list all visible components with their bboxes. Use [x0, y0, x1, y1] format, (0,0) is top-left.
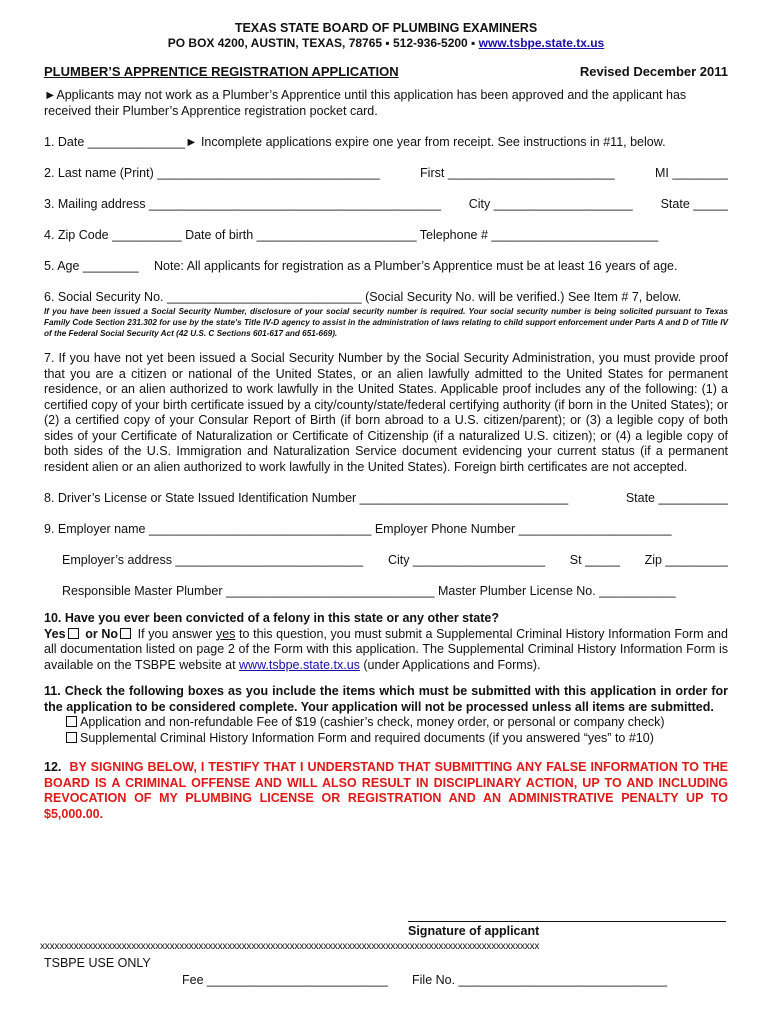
website-link[interactable]: www.tsbpe.state.tx.us: [478, 36, 605, 50]
office-separator: xxxxxxxxxxxxxxxxxxxxxxxxxxxxxxxxxxxxxxxxxxxxxxxxxxxxxxxxxxxxxxxxxxxxxxxxxxxxxxxxxxxxxxxxxxxxxxxxxxxxxxxx: [40, 941, 540, 952]
checklist-item-fee: [64, 715, 728, 731]
no-checkbox[interactable]: [120, 628, 131, 639]
drivers-license-field[interactable]: 8. Driver’s License or State Issued Identification Number ______________________________: [44, 491, 569, 505]
fee-item-label: Application and non-refundable Fee of $19 (cashier’s check, money order, or personal or company check): [80, 715, 665, 729]
tsbpe-website-link[interactable]: www.tsbpe.state.tx.us: [239, 657, 360, 672]
yes-checkbox[interactable]: [68, 628, 79, 639]
no-label: No: [101, 626, 119, 641]
mailing-address-field[interactable]: 3. Mailing address __________________________________________: [44, 197, 441, 211]
felony-question: 10. Have you ever been convicted of a felony in this state or any other state?: [44, 611, 499, 625]
employer-address-row: [62, 552, 728, 568]
application-page: [44, 20, 728, 822]
first-name-field[interactable]: First ________________________: [420, 166, 615, 180]
name-row: [44, 165, 728, 181]
fee-checkbox[interactable]: [66, 716, 77, 727]
employer-row[interactable]: 9. Employer name ________________________________ Employer Phone Number ______________________: [44, 522, 672, 536]
employer-city-field[interactable]: City ___________________: [387, 553, 546, 567]
master-plumber-row[interactable]: Responsible Master Plumber ______________________________ Master Plumber License No. ___________: [62, 584, 676, 598]
office-use-label: TSBPE USE ONLY: [44, 956, 151, 970]
yes-label: Yes: [44, 626, 66, 641]
ssn-disclosure-note: If you have been issued a Social Security Number, disclosure of your social security number is required. Your social security number is being solicited pursuant to Texas Family Code Section 231.302 for use by the state's Title IV-D agency to assist in the administration of laws relating to child support enforcement under Parts A and D of Title IV of the Federal Social Security Act (42 U.S. C Sections 601-617 and 651-669).: [44, 307, 728, 338]
license-row: [44, 490, 728, 506]
middle-initial-field[interactable]: MI ________: [655, 166, 728, 180]
felony-instructions-b: to this question, you must submit a Supplemental Criminal History Information Form and all documentation listed on page 2 of the Form with this application. The Supplemental Criminal History Information Form is available on the TSBPE website at: [44, 626, 728, 672]
title-row: [44, 64, 728, 79]
attestation-statement: [44, 760, 728, 822]
ssn-field[interactable]: 6. Social Security No. ____________________________ (Social Security No. will be verified.) See Item # 7, below.: [44, 290, 682, 304]
checklist-heading: 11. Check the following boxes as you include the items which must be submitted with this application in order for the application to be considered complete. Your application will not be processed unless all items are submitted.: [44, 684, 728, 714]
address-row: [44, 196, 728, 212]
attestation-text: BY SIGNING BELOW, I TESTIFY THAT I UNDERSTAND THAT SUBMITTING ANY FALSE INFORMATION TO THE BOARD IS A CRIMINAL OFFENSE AND WILL ALSO RESULT IN DISCIPLINARY ACTION, UP TO AND INCLUDING REVOCATION OF MY PLUMBING LICENSE OR REGISTRATION AND AN ADMINISTRATIVE PENALTY UP TO $5,000.00.: [44, 760, 728, 821]
felony-instructions-a: If you answer: [137, 626, 216, 641]
signature-line[interactable]: [408, 921, 726, 922]
criminal-history-item-label: Supplemental Criminal History Information Form and required documents (if you answered “yes” to #10): [80, 730, 654, 745]
age-row: [44, 258, 728, 274]
checklist-item-criminal-history: [64, 731, 728, 747]
city-field[interactable]: City ____________________: [468, 197, 633, 211]
last-name-field[interactable]: 2. Last name (Print) ________________________________: [44, 166, 380, 180]
state-field[interactable]: State _____: [660, 197, 728, 211]
approval-notice: ►Applicants may not work as a Plumber’s Apprentice until this application has been approved and the applicant has received their Plumber’s Apprentice registration pocket card.: [44, 88, 687, 118]
criminal-history-checkbox[interactable]: [66, 732, 77, 743]
felony-answer-block: [44, 627, 728, 674]
age-field[interactable]: 5. Age ________: [44, 259, 139, 273]
employer-zip-field[interactable]: Zip _________: [644, 553, 728, 567]
signature-label: Signature of applicant: [408, 924, 540, 938]
age-note: Note: All applicants for registration as a Plumber’s Apprentice must be at least 16 years of age.: [154, 259, 678, 273]
attestation-number: 12.: [44, 760, 62, 774]
revised-date: Revised December 2011: [579, 64, 728, 79]
or-label: or: [85, 626, 98, 641]
board-name: TEXAS STATE BOARD OF PLUMBING EXAMINERS: [234, 21, 538, 35]
felony-yes-word: yes: [215, 626, 236, 641]
board-address-text: PO BOX 4200, AUSTIN, TEXAS, 78765 ▪ 512-936-5200 ▪: [167, 36, 479, 50]
citizenship-proof-text: 7. If you have not yet been issued a Social Security Number by the Social Security Administration, you must provide proof that you are a citizen or national of the United States, or an alien lawfully admitted to the United States for permanent residence, or an alien authorized to work lawfully in the United States. Applicable proof includes any of the following: (1) a certified copy of your birth certificate issued by a city/county/state/federal certifying authority (if born in the United States); or (2) a certified copy of your Consular Report of Birth (if born abroad to a U.S. citizen/parent); or (3) a legible copy of both sides of your Certificate of Naturalization or Certificate of Citizenship (if a naturalized U.S. citizen); or (4) a legible copy of both sides of the U.S. Immigration and Naturalization Service document evidencing your current status (if a permanent resident alien or an alien authorized to work lawfully in the United States). Foreign birth certificates are not accepted.: [44, 351, 728, 474]
employer-state-field[interactable]: St _____: [569, 553, 620, 567]
date-field[interactable]: 1. Date ______________► Incomplete applications expire one year from receipt. See instructions in #11, below.: [44, 135, 666, 149]
fee-field[interactable]: Fee __________________________: [182, 973, 388, 987]
board-address: [44, 36, 728, 51]
employer-address-field[interactable]: Employer’s address ___________________________: [62, 553, 364, 567]
file-number-field[interactable]: File No. ______________________________: [412, 973, 668, 987]
felony-instructions-c: (under Applications and Forms).: [359, 657, 541, 672]
zip-dob-phone-row[interactable]: 4. Zip Code __________ Date of birth _______________________ Telephone # ________________________: [44, 228, 659, 242]
form-title: PLUMBER’S APPRENTICE REGISTRATION APPLICATION: [44, 64, 399, 79]
license-state-field[interactable]: State __________: [625, 491, 728, 505]
